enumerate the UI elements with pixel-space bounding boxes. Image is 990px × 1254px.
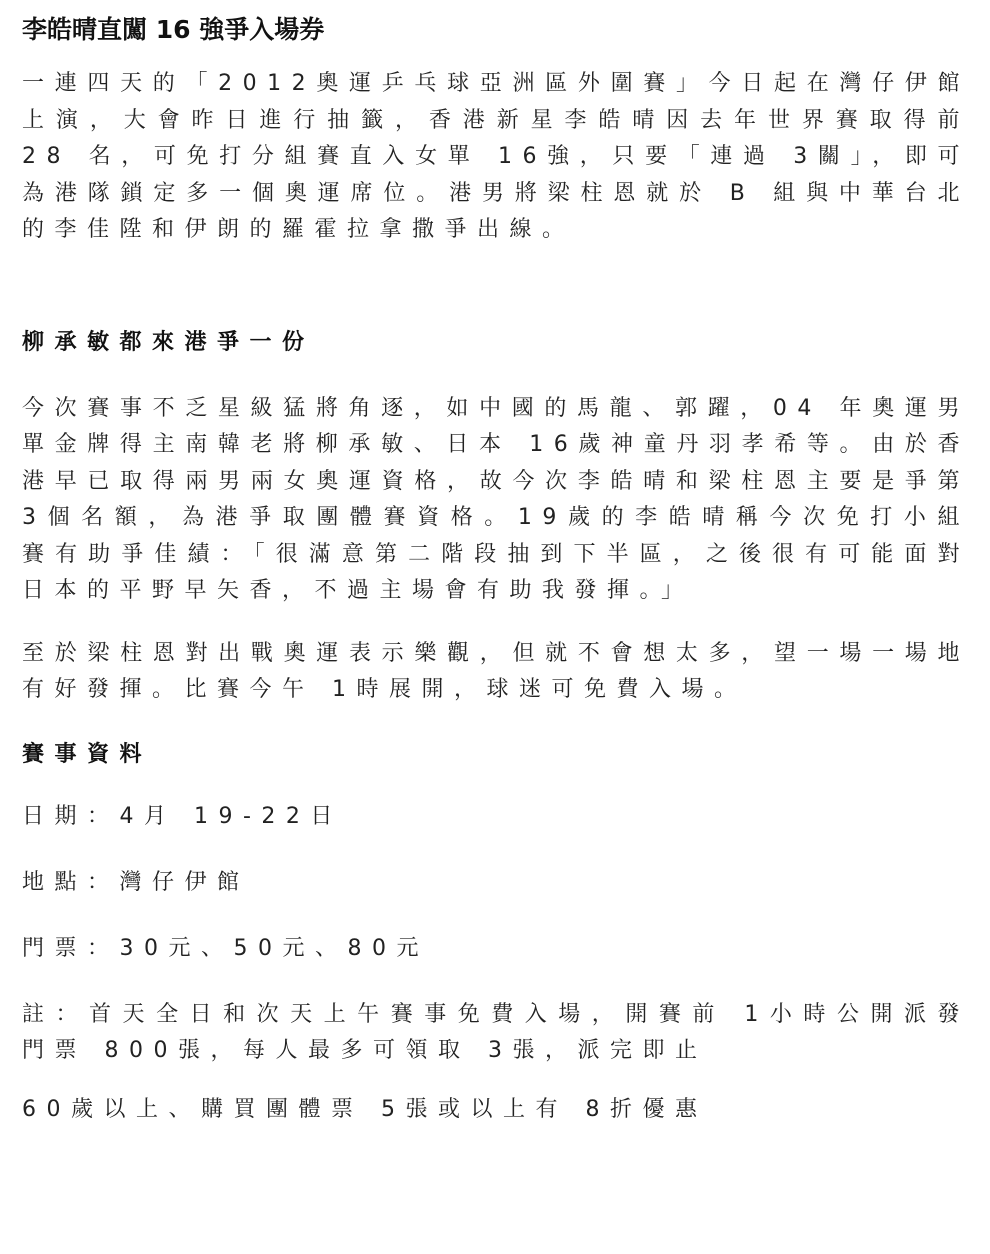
article (22, 12, 970, 1128)
article-title: 李皓晴直闖 16 強爭入場券 (22, 15, 325, 44)
stars-paragraph: 今次賽事不乏星級猛將角逐，如中國的馬龍、郭躍，04 年奧運男單金牌得主南韓老將柳承敏、日本 16歲神童丹羽孝希等。由於香港早已取得兩男兩女奧運資格，故今次李皓晴和梁柱恩主要是爭第 3個名額，為港爭取團體賽資格。19歲的李皓晴稱今次免打小組賽有助爭佳績：「很滿意第二階段抽到下半區，之後很有可能面對日本的平野早矢香，不過主場會有助我發揮。」 (22, 395, 970, 603)
leung-paragraph: 至於梁柱恩對出戰奧運表示樂觀，但就不會想太多，望一場一場地有好發揮。比賽今午 1時展開，球迷可免費入場。 (22, 640, 970, 702)
intro-paragraph: 一連四天的「2012奧運乒乓球亞洲區外圍賽」今日起在灣仔伊館上演，大會昨日進行抽籤，香港新星李皓晴因去年世界賽取得前 28 名，可免打分組賽直入女單 16強，只要「連過 3關」，即可為港隊鎖定多一個奧運席位。港男將梁柱恩就於 B 組與中華台北的李佳陞和伊朗的羅霍拉拿撒爭出線。 (22, 71, 970, 242)
event-date: 日期：4月 19-22日 (22, 803, 343, 829)
event-tickets: 門票：30元、50元、80元 (22, 935, 429, 961)
discount-note: 60歲以上、購買團體票 5張或以上有 8折優惠 (22, 1096, 708, 1122)
subheading-liu-seung-min: 柳承敏都來港爭一份 (22, 329, 315, 355)
ticket-note: 註：首天全日和次天上午賽事免費入場，開賽前 1小時公開派發門票 800張，每人最多可領取 3張，派完即止 (22, 1001, 970, 1063)
event-venue: 地點：灣仔伊館 (22, 869, 250, 895)
subheading-event-info: 賽事資料 (22, 741, 153, 767)
